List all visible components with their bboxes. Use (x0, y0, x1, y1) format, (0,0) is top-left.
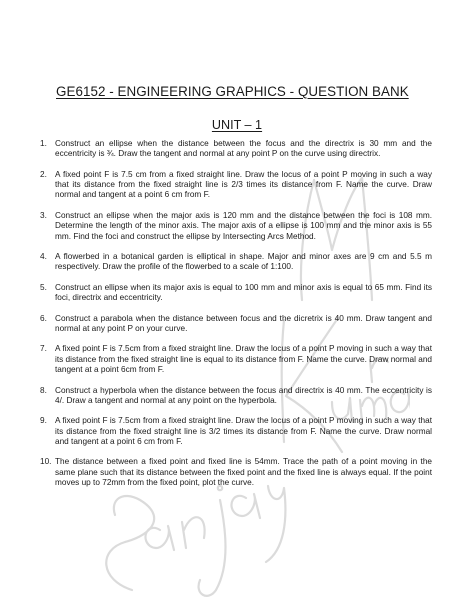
question-item (40, 314, 432, 335)
question-text: A fixed point F is 7.5 cm from a fixed straight line. Draw the locus of a point P moving in such a way that its distance from the fixed straight line is 2/3 times its distance from F. Name the curve. Draw normal and tangent at a point 6 cm from F. (55, 169, 432, 200)
question-item (40, 139, 432, 160)
question-number: 4. (40, 252, 47, 262)
question-number: 10. (40, 457, 52, 467)
question-number: 3. (40, 210, 47, 220)
question-text: Construct a parabola when the distance between focus and the dicretrix is 40 mm. Draw tangent and normal at any point P on your curve. (55, 313, 432, 333)
question-text: A fixed point F is 7.5cm from a fixed straight line. Draw the locus of a point P moving in such a way that its distance from the fixed straight line is 3/2 times its distance from F. Name the curve. Draw normal and tangent at a point 6 cm from F. (55, 416, 432, 446)
question-number: 9. (40, 416, 47, 426)
question-list (40, 139, 432, 499)
question-number: 8. (40, 385, 47, 395)
question-item (40, 416, 432, 447)
question-text: Construct an ellipse when the major axis is 120 mm and the distance between the foci is 108 mm. Determine the length of the minor axis. The major axis of a ellipse is 100 mm and the minor axis is 55 mm. Find the foci and construct the ellipse by Intersecting Arcs Method. (55, 210, 432, 241)
question-item (40, 170, 432, 201)
document-title: GE6152 - ENGINEERING GRAPHICS - QUESTION BANK (56, 84, 409, 99)
question-item (40, 211, 432, 242)
question-text: The distance between a fixed point and fixed line is 54mm. Trace the path of a point moving in the same plane such that its distance between the fixed point and the fixed line is always equal. If the point moves up to 72mm from the fixed point, plot the curve. (55, 457, 432, 488)
question-number: 1. (40, 139, 47, 148)
unit-heading: UNIT – 1 (211, 118, 263, 132)
question-text: Construct a hyperbola when the distance between the focus and directrix is 40 mm. The eccentricity is 4/. Draw a tangent and normal at any point on the hyperbola. (55, 385, 432, 405)
question-item (40, 457, 432, 488)
question-number: 5. (40, 282, 47, 292)
question-item (40, 344, 432, 375)
question-item (40, 386, 432, 407)
question-item (40, 283, 432, 304)
question-text: A fixed point F is 7.5cm from a fixed straight line. Draw the locus of a point P moving in such a way that its distance from the fixed straight line is equal to its distance from F. Name the curve. Draw normal and tangent at a point 6cm from F. (55, 344, 432, 375)
question-item (40, 252, 432, 273)
question-number: 2. (40, 169, 47, 179)
question-number: 7. (40, 344, 47, 354)
question-text: A flowerbed in a botanical garden is elliptical in shape. Major and minor axes are 9 cm and 5.5 m respectively. Draw the profile of the flowerbed to a scale of 1:100. (55, 252, 432, 272)
question-number: 6. (40, 313, 47, 323)
question-text: Construct an ellipse when the distance between the focus and the directrix is 30 mm and the eccentricity is ¾. Draw the tangent and normal at any point P on the curve using directrix. (55, 139, 432, 159)
question-text: Construct an ellipse when its major axis is equal to 100 mm and minor axis is equal to 65 mm. Find its foci, directrix and eccentricity. (55, 282, 432, 303)
